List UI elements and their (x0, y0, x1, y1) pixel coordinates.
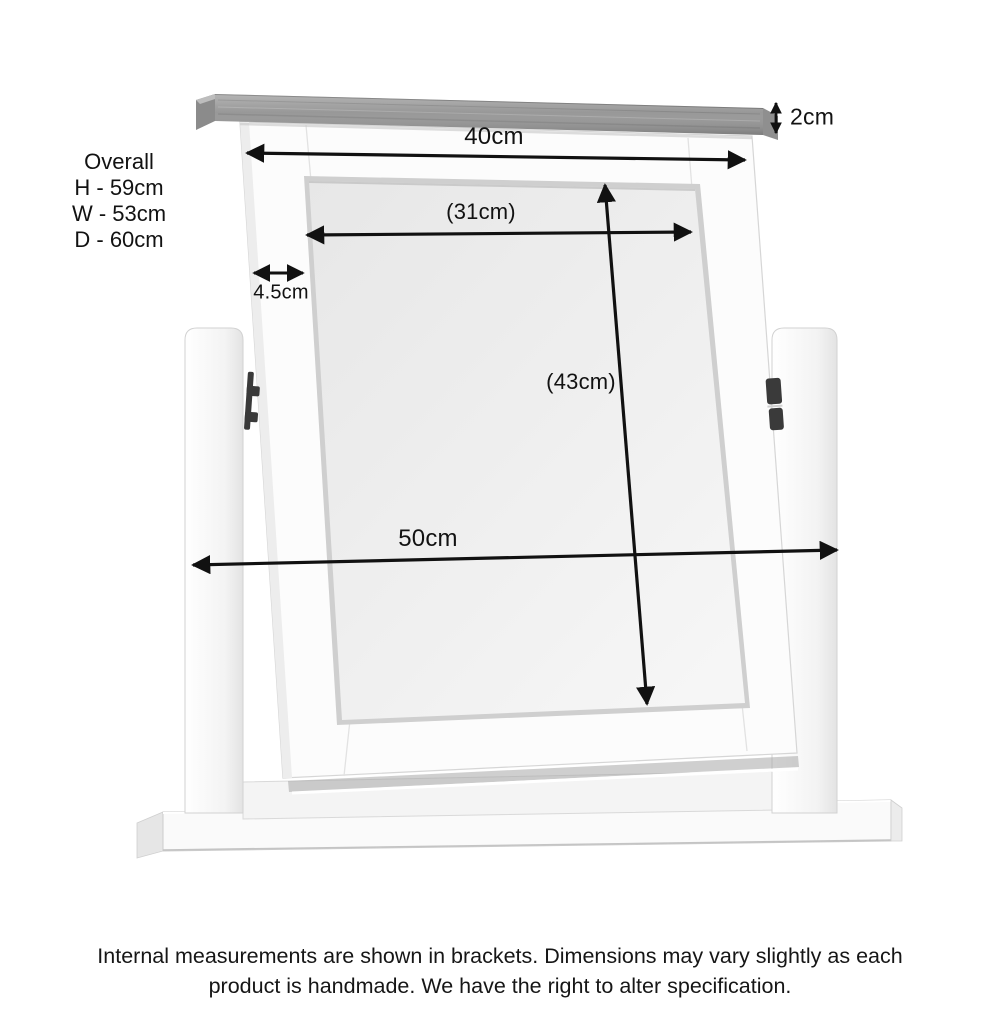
base-plinth-left-bevel (137, 812, 163, 858)
footnote (0, 941, 1000, 1001)
footnote-line-2: product is handmade. We have the right to alter specification. (208, 974, 792, 998)
left-stand-post (185, 328, 243, 813)
dim-label-base-overall-width: 50cm (398, 525, 458, 552)
dim-label-mirror-internal-width: (31cm) (446, 199, 516, 224)
overall-width: W - 53cm (71, 201, 167, 226)
mirror-glass (309, 181, 745, 720)
footnote-line-1: Internal measurements are shown in brackets. Dimensions may vary slightly as each (97, 944, 903, 968)
dim-label-top-rail-thickness: 2cm (790, 103, 835, 130)
overall-heading: Overall (84, 149, 154, 174)
dim-label-frame-stile-width: 4.5cm (253, 281, 309, 304)
overall-height: H - 59cm (74, 175, 164, 200)
overall-dimensions-block (45, 149, 193, 253)
base-plinth-right-bevel (891, 800, 902, 841)
dim-label-mirror-internal-height: (43cm) (546, 369, 616, 394)
dim-label-frame-width: 40cm (464, 123, 524, 150)
overall-depth: D - 60cm (74, 227, 164, 252)
